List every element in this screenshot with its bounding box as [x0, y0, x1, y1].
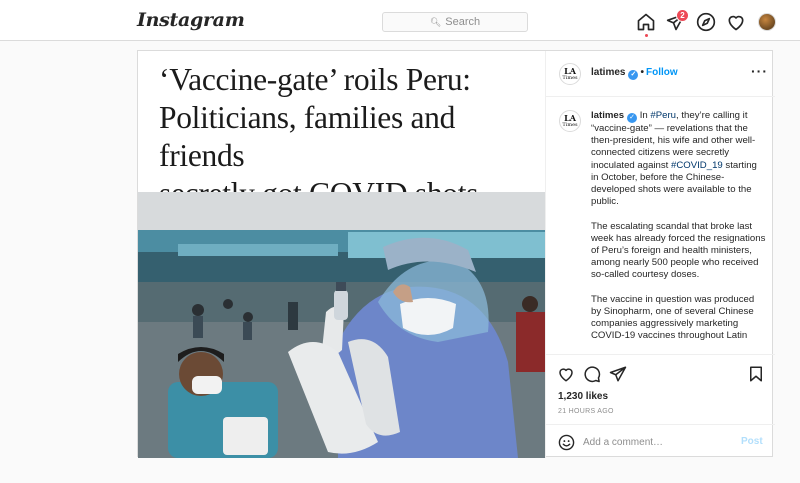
comment-icon[interactable] — [583, 365, 601, 383]
instagram-logo[interactable]: Instagram — [137, 9, 245, 31]
caption-logo-text: LA — [564, 113, 576, 123]
share-icon[interactable] — [609, 365, 627, 383]
search-placeholder: Search — [445, 16, 481, 28]
verified-icon: ✓ — [628, 70, 638, 80]
post-card — [137, 50, 773, 457]
caption-author-avatar[interactable] — [559, 110, 581, 132]
caption-text: , they’re calling it “vaccine-gate” — revelations that the then-president, his wife and other well-connected citizens were secretly inoculated against — [591, 110, 756, 171]
caption-logo-subtext: Times — [562, 122, 578, 128]
headline-line: Politicians, families and friends — [159, 100, 456, 173]
post-media[interactable] — [138, 51, 545, 458]
post-actions — [546, 354, 775, 458]
author-username[interactable]: latimes — [591, 67, 626, 78]
search-icon: 🔍︎ — [429, 16, 442, 27]
like-heart-icon[interactable] — [557, 365, 575, 383]
hashtag-link[interactable]: #COVID_19 — [671, 159, 723, 171]
caption-scroll-area[interactable] — [546, 98, 775, 354]
more-icon[interactable]: ··· — [751, 63, 768, 79]
news-headline — [159, 61, 539, 213]
caption-text: In — [637, 110, 651, 121]
emoji-icon[interactable] — [558, 434, 575, 451]
hashtag-link[interactable]: #Peru — [650, 110, 677, 121]
likes-count[interactable]: 1,230 likes — [558, 391, 609, 402]
caption-verified-icon: ✓ — [627, 113, 637, 123]
separator-dot: • — [640, 67, 644, 78]
home-icon[interactable] — [636, 12, 656, 32]
top-navigation-bar — [0, 0, 800, 41]
post-timestamp[interactable]: 21 HOURS AGO — [558, 408, 614, 415]
comment-input[interactable] — [583, 434, 733, 451]
vaccination-photo — [138, 192, 545, 458]
post-comment-button[interactable]: Post — [741, 436, 763, 447]
post-caption — [591, 110, 766, 354]
explore-icon[interactable] — [696, 12, 716, 32]
caption-paragraph: The escalating scandal that broke last week has already forced the resignations of Peru’s foreign and health ministers, among nearly 500 people who received so-called courtesy doses. — [591, 220, 766, 281]
photo-illustration — [138, 192, 545, 458]
profile-avatar[interactable] — [758, 13, 776, 31]
home-active-dot — [645, 34, 648, 37]
caption-username[interactable]: latimes — [591, 110, 625, 121]
author-logo-text: LA — [564, 66, 576, 76]
caption-text: starting in October, before the Chinese-developed shots were available to the public. — [591, 159, 757, 208]
caption-paragraph: The vaccine in question was produced by Sinopharm, one of several Chinese companies aggressively marketing COVID-19 vaccines throughout Latin — [591, 293, 755, 342]
comment-bar — [546, 424, 775, 459]
author-avatar[interactable] — [559, 63, 581, 85]
author-logo-subtext: Times — [562, 75, 578, 81]
headline-line: ‘Vaccine-gate’ roils Peru: — [159, 62, 471, 97]
heart-icon[interactable] — [726, 12, 746, 32]
notification-badge: 2 — [676, 9, 689, 22]
post-sidebar — [545, 51, 774, 458]
search-box[interactable] — [382, 12, 528, 32]
save-icon[interactable] — [747, 365, 765, 383]
caption-paragraph — [591, 110, 766, 208]
follow-button[interactable]: Follow — [645, 67, 678, 78]
post-author-row — [591, 67, 678, 80]
post-header — [546, 51, 775, 97]
